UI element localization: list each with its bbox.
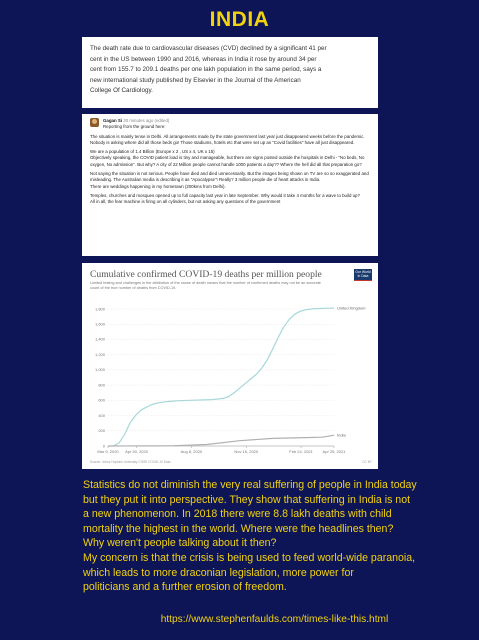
comment-paragraph: The situation is mainly tense in Delhi. All arrangements made by the state government last year just disappeared weeks before the pandemic. Nobody is asking where did all those beds go! Those stadiums, hotels etc that were set up as "Covid facilities" have all just disappeared. <box>90 133 365 145</box>
series-line-india <box>108 435 334 446</box>
caption-text <box>83 478 463 595</box>
x-tick-label: Apr 25, 2021 <box>322 449 346 454</box>
article-excerpt-card <box>82 37 378 108</box>
chart-license: CC BY <box>362 460 372 464</box>
caption-line: which leads to more draconian legislation, more power for <box>83 566 354 579</box>
source-link[interactable]: https://www.stephenfaulds.com/times-like-this.html <box>160 614 389 625</box>
caption-line: politicians and a further erosion of freedom. <box>83 581 287 594</box>
y-tick-label: 1,000 <box>94 367 105 373</box>
owid-logo-text: in Data <box>357 274 369 278</box>
comment-intro: Reporting from the ground here: <box>103 124 166 130</box>
comment-line: Temples, churches and mosques opened up to full capacity last year in late September. Why would it take 4 months for a wave to build up? <box>90 192 360 198</box>
article-line: College Of Cardiology. <box>90 87 153 94</box>
series-label: United Kingdom <box>337 305 366 311</box>
y-tick-label: 200 <box>98 428 105 434</box>
caption-line: Why weren't people talking about it then? <box>83 537 277 550</box>
y-tick-label: 1,400 <box>94 336 105 342</box>
caption-line: but they put it into perspective. They show that suffering in India is not <box>83 493 411 506</box>
article-line: The death rate due to cardiovascular diseases (CVD) declined by a significant 41 per <box>90 45 327 52</box>
comment-paragraph: Objectively speaking, the COVID patient load is tiny and manageable, but there are signs posted outside the hospitals in Delhi - "No beds, No oxygen, No admission". But why? A city of 22 Million people cannot handle 1000 patients a day?? Where the hell did all that preparation go? <box>90 155 365 167</box>
y-tick-label: 1,200 <box>94 351 105 357</box>
y-tick-label: 800 <box>98 382 105 388</box>
x-tick-label: Apr 30, 2020 <box>125 449 148 454</box>
x-tick-label: Aug 8, 2020 <box>180 449 203 454</box>
series-label: India <box>337 432 346 438</box>
y-tick-label: 400 <box>98 412 105 418</box>
comment-header <box>90 118 370 131</box>
x-tick-label: Nov 16, 2020 <box>234 449 259 454</box>
comment-line: Not saying the situation is not serious. People have died and died unnecessarily. But the images being shown on TV are so so exaggerated and misleading. The Australian media is describing it as "Apocalypse"! Really? 3 million people die of heart attacks in India. <box>90 171 369 183</box>
caption-line: Statistics do not diminish the very real suffering of people in India today <box>83 479 417 491</box>
comment-author[interactable]: Gagan Si <box>103 118 123 123</box>
comment-card <box>82 114 378 256</box>
chart-plot <box>82 263 378 469</box>
article-line: cent from 155.7 to 209.1 deaths per one lakh population in the same period, says a <box>90 66 322 73</box>
comment-line: We are a population of 1.4 Billion (Europe x 2 , US x 4, UK x 15) <box>90 149 215 155</box>
y-tick-label: 0 <box>102 443 105 449</box>
x-tick-label: Mar 9, 2020 <box>97 449 119 454</box>
avatar[interactable] <box>90 118 99 127</box>
chart-title: Cumulative confirmed COVID-19 deaths per million people <box>90 269 322 280</box>
covid-deaths-chart <box>82 263 378 469</box>
chart-subtitle: Limited testing and challenges in the attribution of the cause of death means that the number of confirmed deaths may not be an accurate count of the true number of deaths from COVID-19. <box>90 281 321 290</box>
y-tick-label: 1,800 <box>94 306 105 312</box>
page-title: INDIA <box>209 8 270 31</box>
article-line: new international study published by Elsevier in the Journal of the American <box>90 76 301 84</box>
y-tick-label: 1,600 <box>94 321 105 327</box>
x-tick-label: Feb 24, 2021 <box>289 449 313 454</box>
comment-line: All in all, the fear machine is firing on all cylinders, but not asking any questions of the government <box>90 199 281 205</box>
owid-logo-text: Our World <box>355 270 371 274</box>
y-tick-label: 600 <box>98 397 105 403</box>
series-line-united-kingdom <box>108 308 334 446</box>
caption-line: a new phenomenon. In 2018 there were 8.8 lakh deaths with child <box>83 508 392 521</box>
caption-line: mortality the highest in the world. Where were the headlines then? <box>83 522 394 535</box>
chart-source: Source: Johns Hopkins University CSSE COVID-19 Data <box>90 460 171 464</box>
comment-timestamp: 30 minutes ago (edited) <box>123 118 170 123</box>
article-line: cent in the US between 1990 and 2016, whereas in India it rose by around 34 per <box>90 55 317 63</box>
caption-line: My concern is that the crisis is being used to feed world-wide paranoia, <box>83 551 416 564</box>
comment-paragraph: There are weddings happening in my hometown (200kms from Delhi). <box>90 183 226 189</box>
